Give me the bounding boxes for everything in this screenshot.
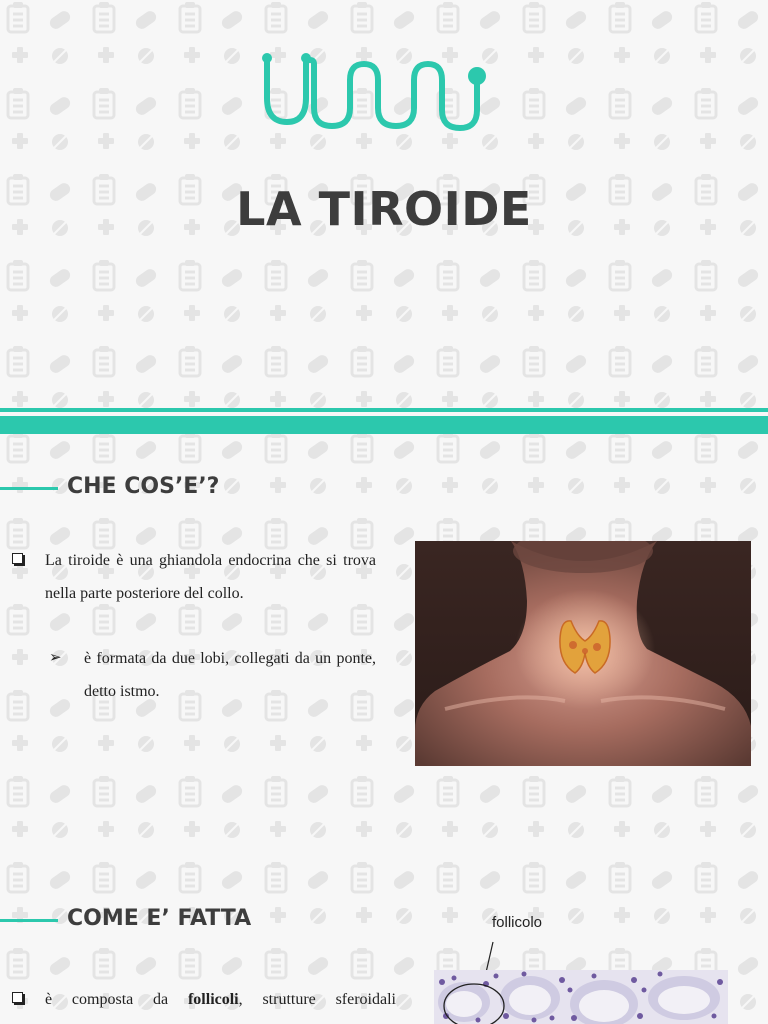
- definition-text: La tiroide è una ghiandola endocrina che si trova nella parte posteriore del collo.: [45, 552, 376, 602]
- thyroid-neck-image: [415, 541, 751, 766]
- composition-text-prefix: è composta da: [45, 991, 169, 1008]
- follicle-label: follicolo: [492, 914, 543, 931]
- composition-text-suffix: , strutture sferoidali: [238, 991, 396, 1008]
- checkbox-bullet-icon: [12, 992, 23, 1003]
- section-heading-structure: COME E’ FATTA: [67, 906, 252, 931]
- divider-line: [0, 408, 768, 412]
- stethoscope-logo-icon: [262, 50, 492, 140]
- composition-text: [45, 983, 396, 1016]
- divider-bar: [0, 416, 768, 434]
- section-rule: [0, 487, 58, 490]
- checkbox-bullet-icon: [12, 553, 23, 564]
- composition-text-bold: follicoli: [187, 991, 239, 1008]
- follicle-micrograph-image: [434, 970, 728, 1024]
- page-title: LA TIROIDE: [236, 182, 532, 236]
- section-heading-what: CHE COS’E’?: [67, 474, 220, 499]
- lobes-text: è formata da due lobi, collegati da un ponte, detto istmo.: [84, 650, 376, 700]
- arrow-bullet-icon: ➢: [49, 649, 62, 666]
- section-rule: [0, 919, 58, 922]
